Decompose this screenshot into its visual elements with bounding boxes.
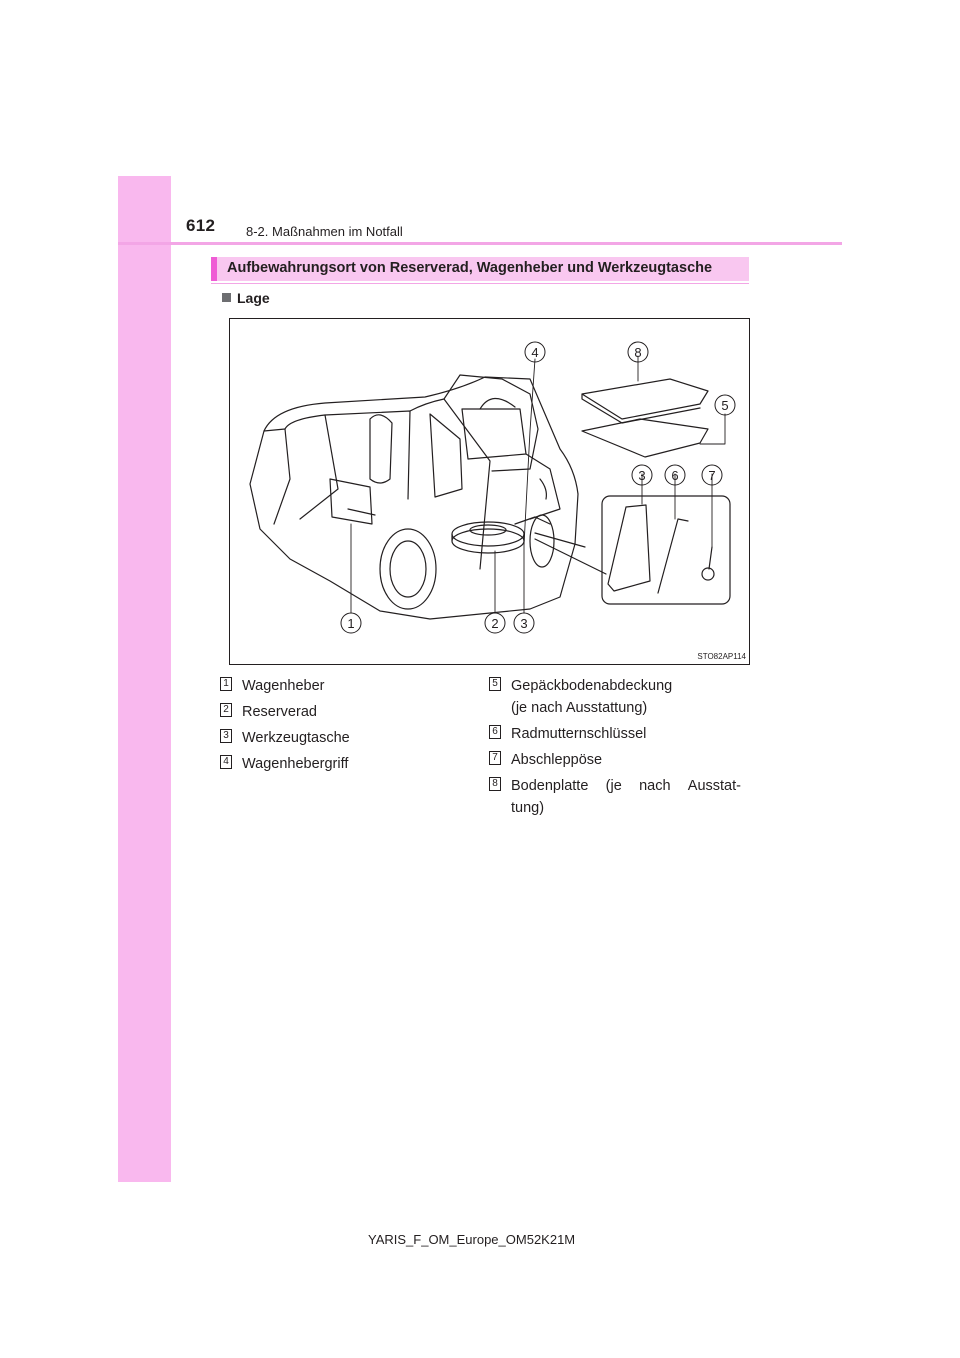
section-heading: 8-2. Maßnahmen im Notfall bbox=[246, 224, 403, 239]
legend-number: 4 bbox=[220, 755, 232, 769]
legend-text-continued: (je nach Ausstattung) bbox=[511, 700, 648, 716]
legend-number: 8 bbox=[489, 777, 501, 791]
callout-label-7: 7 bbox=[708, 468, 716, 483]
title-underline bbox=[211, 283, 749, 284]
footer-doc-id: YARIS_F_OM_Europe_OM52K21M bbox=[368, 1232, 576, 1247]
floor-board-drawing bbox=[582, 379, 708, 423]
legend-text: Radmutternschlüssel bbox=[511, 726, 647, 742]
figure-code: STO82AP114 bbox=[697, 652, 746, 661]
callout-label-3: 3 bbox=[520, 616, 528, 631]
callout-label-1: 1 bbox=[347, 616, 355, 631]
tool-bag-drawing bbox=[608, 505, 650, 591]
legend-text: Werkzeugtasche bbox=[242, 730, 350, 746]
luggage-cover-drawing bbox=[582, 419, 708, 457]
legend-number: 6 bbox=[489, 725, 501, 739]
legend-text: Reserverad bbox=[242, 704, 317, 720]
wrench-drawing bbox=[658, 519, 688, 593]
callout-label-4: 4 bbox=[531, 345, 539, 360]
tool-detail-box bbox=[602, 496, 730, 604]
legend-text-continued: tung) bbox=[511, 800, 545, 816]
callout-label-8: 8 bbox=[634, 345, 642, 360]
callout-label-5: 5 bbox=[721, 398, 729, 413]
square-bullet-icon bbox=[222, 293, 231, 302]
legend-text: Wagenhebergriff bbox=[242, 756, 349, 772]
car-drawing bbox=[250, 375, 606, 619]
header-rule bbox=[118, 242, 842, 245]
legend-number: 3 bbox=[220, 729, 232, 743]
legend-text: Gepäckbodenabdeckung bbox=[511, 678, 673, 694]
side-band bbox=[118, 176, 171, 1182]
callout-label-2: 2 bbox=[491, 616, 499, 631]
page-number: 612 bbox=[186, 216, 216, 235]
legend-word: Ausstat- bbox=[687, 778, 741, 794]
illustration-figure bbox=[229, 318, 750, 665]
legend-word: (je bbox=[605, 778, 622, 794]
section-title-bar bbox=[211, 257, 749, 281]
car-illustration bbox=[230, 319, 749, 664]
legend-word: Bodenplatte bbox=[511, 778, 589, 794]
legend-text bbox=[511, 776, 741, 796]
callout-label-3b: 3 bbox=[638, 468, 646, 483]
legend-number: 1 bbox=[220, 677, 232, 691]
legend-text: Abschleppöse bbox=[511, 752, 603, 768]
legend-number: 2 bbox=[220, 703, 232, 717]
towing-eye-drawing bbox=[702, 547, 714, 580]
legend-number: 5 bbox=[489, 677, 501, 691]
legend-text: Wagenheber bbox=[242, 678, 325, 694]
subheading bbox=[222, 290, 270, 306]
legend-word: nach bbox=[639, 778, 671, 794]
callout-label-6: 6 bbox=[671, 468, 679, 483]
section-title: Aufbewahrungsort von Reserverad, Wagenheber und Werkzeugtasche bbox=[227, 260, 713, 276]
legend-number: 7 bbox=[489, 751, 501, 765]
subheading-text: Lage bbox=[237, 290, 270, 306]
